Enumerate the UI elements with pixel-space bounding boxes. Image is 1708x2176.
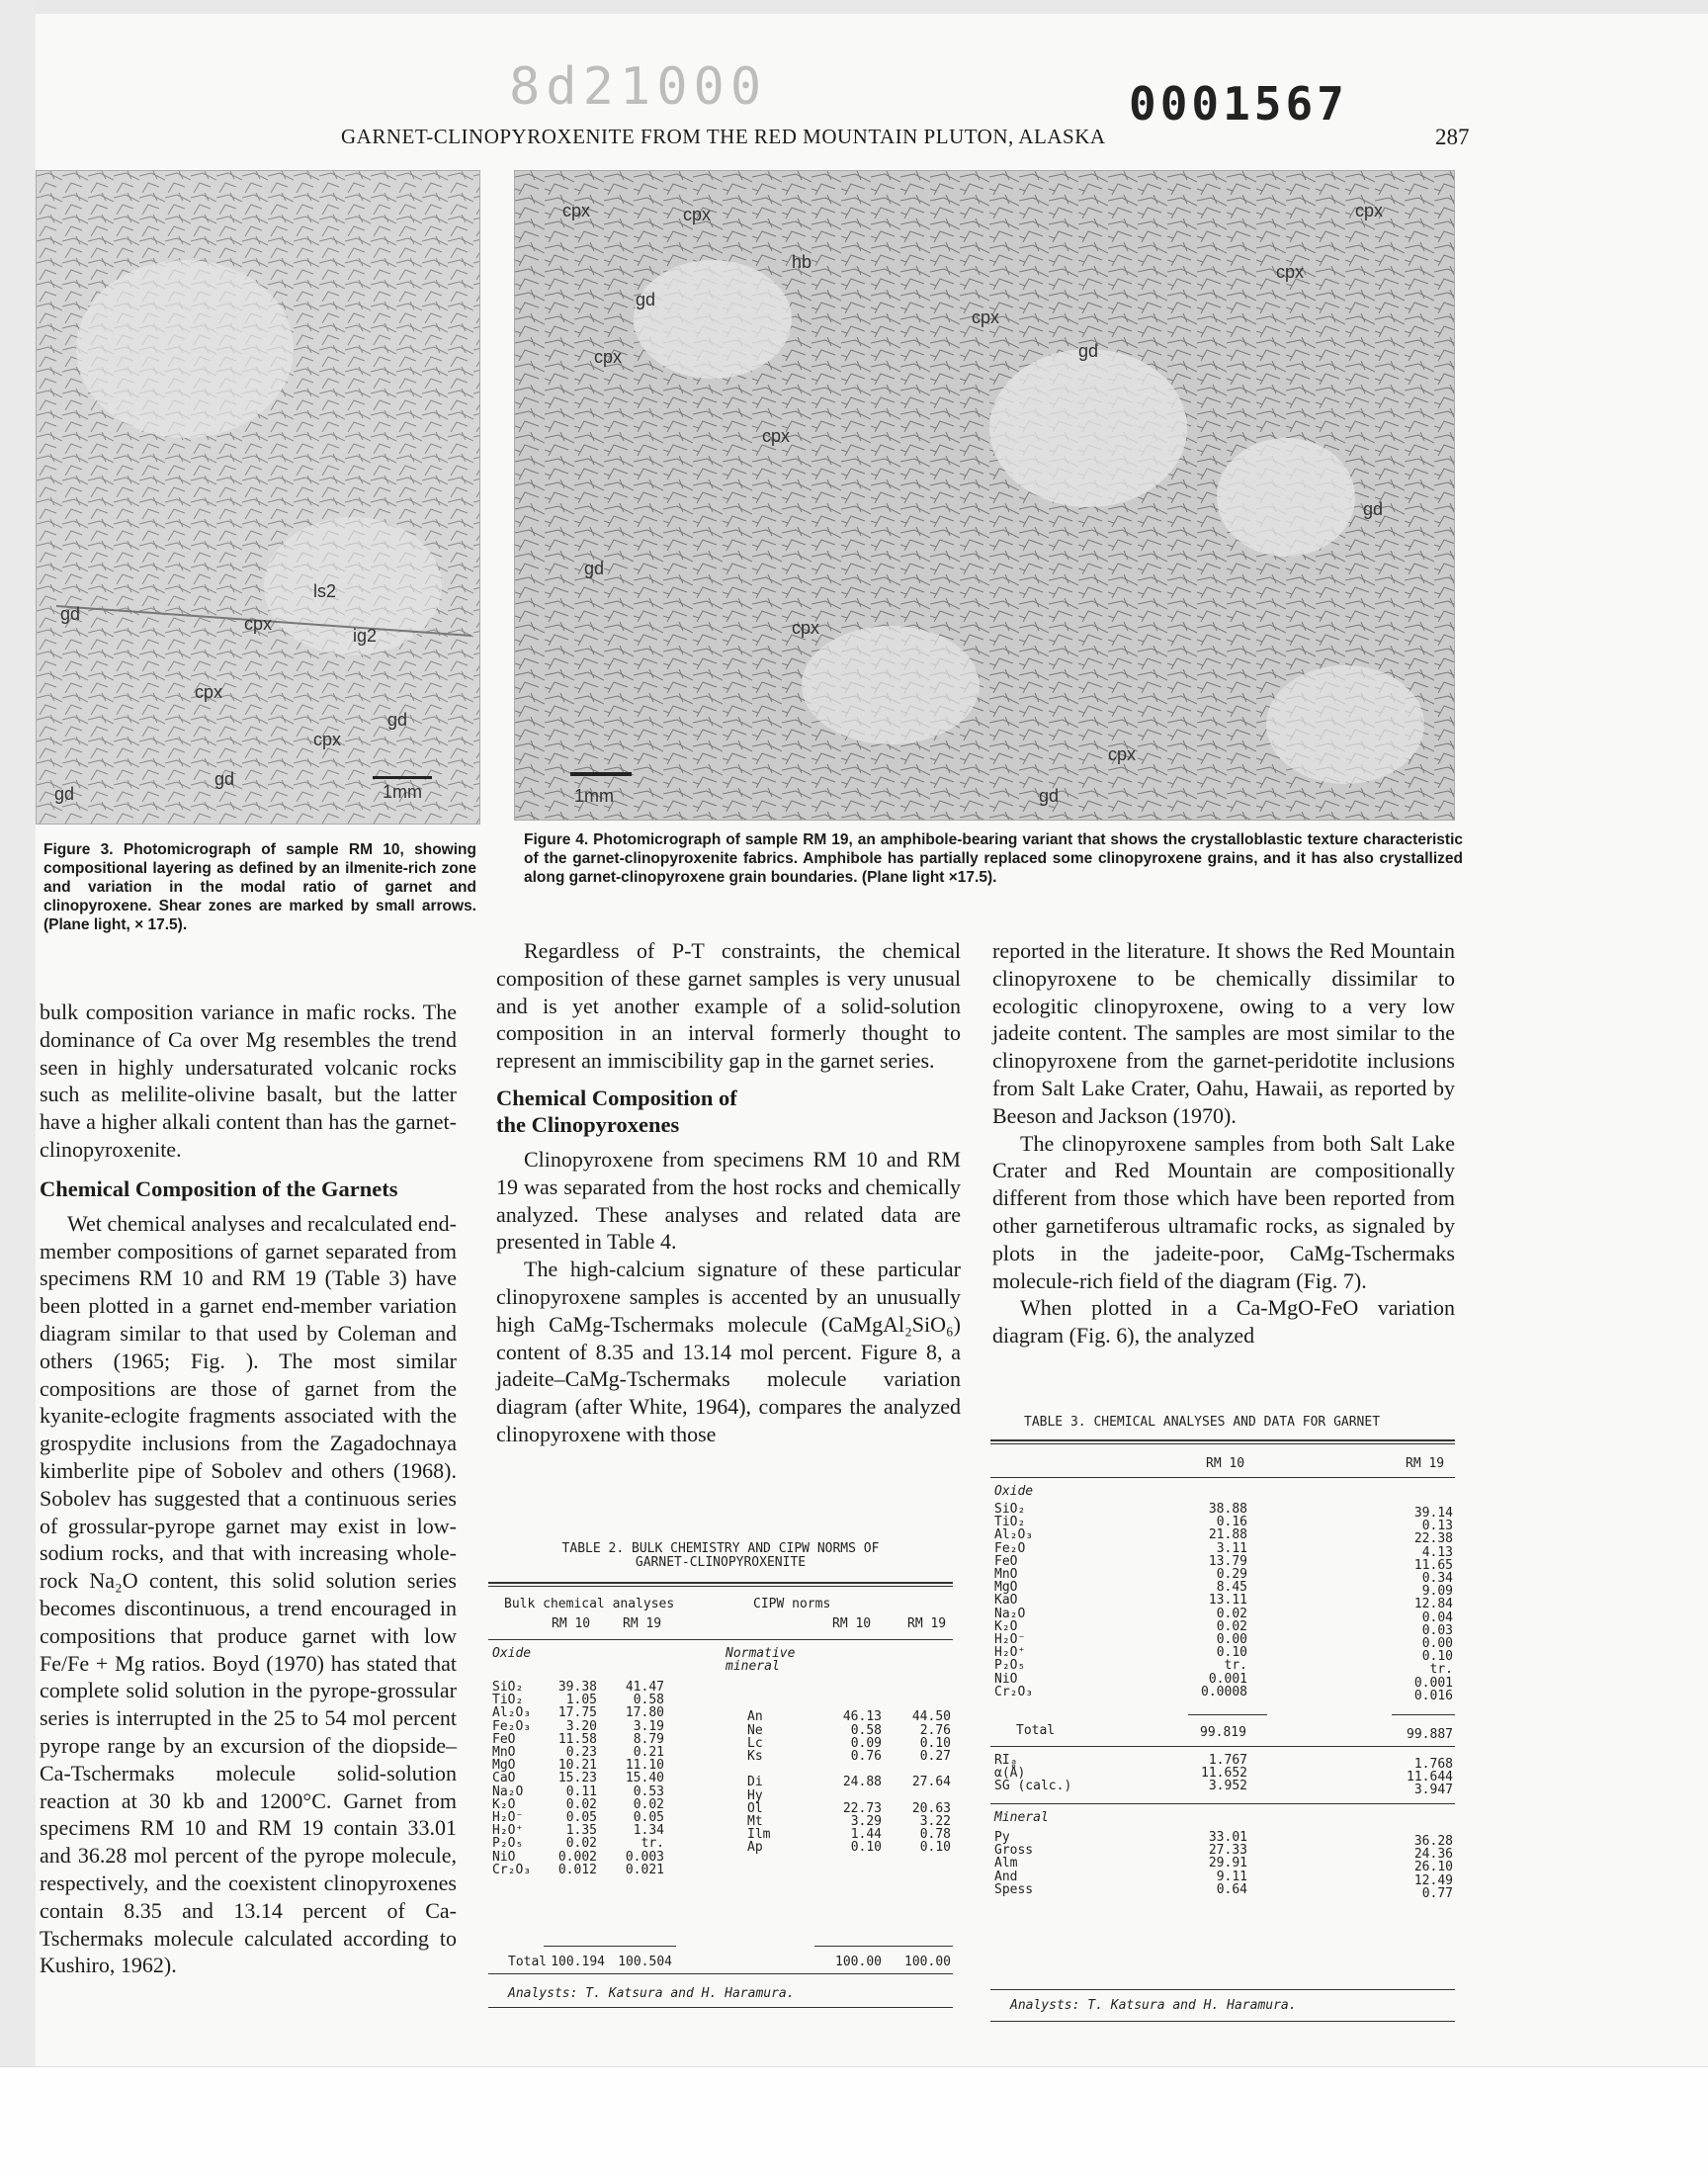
table-3-oxide: MnO: [994, 1567, 1018, 1582]
table-2-oxide-label: Oxide: [492, 1646, 532, 1661]
table-3-prop-rm19: 1.768: [1413, 1757, 1453, 1772]
table-2-rm19-value: 17.80: [625, 1705, 664, 1721]
table-3-rm10-value: 0.0008: [1201, 1684, 1247, 1699]
table-2-oxide: FeO: [492, 1731, 516, 1747]
table-2-head-rule: [488, 1639, 953, 1640]
table-3-mineral-rule: [990, 1803, 1455, 1804]
table-2-head-norm-rm10: RM 10: [832, 1616, 872, 1631]
fig3-label-gd-4: gd: [54, 784, 75, 804]
table-3-prop-rm10: 1.767: [1208, 1753, 1247, 1768]
fig3-label-cpx-3: cpx: [313, 730, 342, 749]
table-2-oxide: MnO: [492, 1745, 516, 1760]
table-3-mineral-rm19: 24.36: [1413, 1847, 1453, 1863]
table-3-property: RIₐ: [994, 1753, 1018, 1768]
table-3-oxide: KaO: [994, 1593, 1018, 1609]
table-3-mineral-rm10: 33.01: [1208, 1830, 1247, 1845]
col1-paragraph-2: Wet chemical analyses and recalculated end-member compositions of garnet separated from specimens RM 10 and RM 19 (Table 3) have been plotted in a garnet end-member variation diagram similar to that used by Coleman and others (1965; Fig. ). The most similar compositions are those of garnet from the kyanite-eclogite fragments associated with the grospydite inclusions from the Zagadochnaya kimberlite pipe of Sobolev and others (1968). Sobolev has suggested that a continuous series of grossular-pyrope garnet may exist in low-sodium rocks, and that with increasing whole-rock Na₂O content, this solid solution series becomes discontinuous, a trend encouraged in compositions that produce garnet with low Fe/Fe + Mg ratios. Boyd (1970) has stated that complete solid solution in the pyrope-grossular series is interrupted in the 25 to 54 mol percent pyrope range by an excursion of the diopside–Ca-Tschermaks molecule solid-solution reaction at 30 kb and 1200°C. Garnet from specimens RM 10 and RM 19 contain 33.01 and 36.28 mol percent of the pyrope molecule, respectively, and the coexistent clinopyroxenes contain 8.35 and 13.14 percent of Ca-Tschermaks molecule calculated according to Kushiro, 1962).: [40, 1210, 457, 1978]
table-2-mineral: Ne: [747, 1722, 763, 1738]
table-2-rm19-value: 0.53: [633, 1784, 664, 1799]
figure-4-caption-text: Photomicrograph of sample RM 19, an amphibole-bearing variant that shows the crystalloblastic texture characteristic of the garnet-clinopyroxenite fabrics. Amphibole has partially replaced some clinopyroxene grains, and it has also crystallized along garnet-clinopyroxene grain boundaries. (Plane light ×17.5).: [524, 831, 1463, 886]
col2-heading-line-2: the Clinopyroxenes: [496, 1111, 680, 1137]
table-3-mineral-rm10: 29.91: [1208, 1856, 1247, 1871]
table-2-rm10-value: 0.012: [557, 1862, 597, 1877]
col2-paragraph-1: Regardless of P-T constraints, the chemical composition of these garnet samples is very unusual and is yet another example of a solid-solution composition in an interval formerly thought to represent an immiscibility gap in the garnet series.: [496, 938, 961, 1074]
figure-3-texture: [37, 171, 479, 824]
table-2-total-rm10: 100.194: [551, 1955, 605, 1969]
table-3-oxide: TiO₂: [994, 1515, 1026, 1530]
table-3-oxide: Na₂O: [994, 1606, 1026, 1621]
table-2-total-rm19: 100.504: [618, 1955, 672, 1969]
scan-bottom-margin: [0, 2066, 1708, 2176]
fig4-label-cpx-4: cpx: [972, 307, 1000, 327]
fig4-label-cpx-7: cpx: [1276, 262, 1305, 282]
table-3-head-rm10: RM 10: [1206, 1456, 1245, 1471]
table-2-rm10-value: 0.23: [565, 1745, 597, 1760]
table-3-rm19-value: 9.09: [1421, 1584, 1453, 1600]
table-3-oxide: H₂O⁻: [994, 1632, 1026, 1647]
table-2-title-line-1: TABLE 2. BULK CHEMISTRY AND CIPW NORMS OF: [561, 1541, 880, 1556]
fig4-label-cpx-8: cpx: [1355, 201, 1384, 220]
table-2-rm19-value: 0.21: [633, 1745, 664, 1760]
table-3-rm19-value: 0.03: [1421, 1622, 1453, 1638]
column-3: [992, 937, 1455, 1349]
col2-paragraph-3: The high-calcium signature of these particular clinopyroxene samples is accented by an unusually high CaMg-Tschermaks molecule (CaMgAl₂SiO₆) content of 8.35 and 13.14 mol percent. Figure 8, a jadeite–CaMg-Tschermaks molecule variation diagram (after White, 1964), compares the analyzed clinopyroxene with those: [496, 1257, 961, 1446]
table-3-rm10-value: 0.02: [1216, 1606, 1247, 1621]
table-3-oxide: MgO: [994, 1580, 1018, 1596]
table-2-rm19-value: 1.34: [633, 1823, 664, 1839]
table-2-norm-rm10: 1.44: [850, 1827, 882, 1843]
table-2-mineral: Ol: [747, 1800, 763, 1816]
figure-4-caption-label: Figure 4.: [524, 831, 589, 848]
table-2-total-label: Total: [508, 1955, 548, 1969]
table-3-rm19-value: 0.00: [1421, 1636, 1453, 1651]
table-2-rm19-value: 0.003: [625, 1849, 664, 1865]
table-2-top-rule: [488, 1582, 953, 1584]
table-3-rm10-value: 0.29: [1216, 1567, 1247, 1582]
page-number: 287: [1435, 125, 1470, 149]
table-2-mineral: Lc: [747, 1735, 763, 1751]
table-2-norm-rm19: 0.10: [919, 1735, 951, 1751]
table-2-oxide: Cr₂O₃: [492, 1862, 532, 1877]
table-3-rm19-value: 22.38: [1413, 1531, 1453, 1547]
fig4-label-cpx-6: cpx: [792, 618, 820, 638]
table-2-rm10-value: 1.05: [565, 1693, 597, 1708]
table-3-rm10-value: 0.16: [1216, 1515, 1247, 1530]
table-2-norm-rm19: 20.63: [911, 1800, 951, 1816]
table-3-total-rm10: 99.819: [1200, 1725, 1246, 1740]
column-2: [496, 937, 961, 1448]
table-3-mineral: And: [994, 1869, 1018, 1884]
table-2-rm10-value: 1.35: [565, 1823, 597, 1839]
running-title: GARNET-CLINOPYROXENITE FROM THE RED MOUNTAIN PLUTON, ALASKA: [341, 125, 1106, 148]
table-3-oxide-label: Oxide: [994, 1484, 1034, 1499]
table-3-property: SG (calc.): [994, 1779, 1072, 1794]
table-2-rm10-value: 0.02: [565, 1836, 597, 1852]
fig4-label-cpx-9: cpx: [1108, 744, 1137, 764]
table-3-oxide: Fe₂O: [994, 1540, 1026, 1556]
table-2-total-rule: [544, 1946, 676, 1947]
col2-paragraph-2: Clinopyroxene from specimens RM 10 and RM 19 was separated from the host rocks and chemically analyzed. These analyses and related data are presented in Table 4.: [496, 1146, 961, 1255]
table-3-oxide: K₂O: [994, 1618, 1018, 1634]
table-2-rm19-value: 11.10: [625, 1758, 664, 1774]
table-3-rm19-value: 12.84: [1413, 1597, 1453, 1612]
fig4-label-gd-5: gd: [1039, 786, 1060, 806]
table-2-rm19-value: 8.79: [633, 1731, 664, 1747]
table-3-analysts: Analysts: T. Katsura and H. Haramura.: [1010, 1998, 1297, 2013]
table-3-rm19-value: 4.13: [1421, 1544, 1453, 1560]
table-2-analysts: Analysts: T. Katsura and H. Haramura.: [508, 1986, 795, 2001]
col1-paragraph-1: bulk composition variance in mafic rocks. The dominance of Ca over Mg resembles the trend seen in highly undersaturated volcanic rocks such as melilite-olivine basalt, but the latter have a higher alkali content than has the garnet-clinopyroxenite.: [40, 1000, 457, 1162]
table-2-end-rule: [488, 2007, 953, 2008]
table-2-head-rm10: RM 10: [552, 1616, 591, 1631]
table-2-head-rm19: RM 19: [623, 1616, 662, 1631]
table-2-oxide: SiO₂: [492, 1680, 524, 1695]
table-3-top-rule: [990, 1439, 1455, 1441]
fig3-label-gd-2: gd: [387, 710, 408, 730]
column-1: [40, 999, 457, 1979]
table-2-norm-rm10: 0.58: [850, 1722, 882, 1738]
table-2-mineral: Ap: [747, 1840, 763, 1856]
table-2-mineral: Ilm: [747, 1827, 771, 1843]
fig3-label-gd-3: gd: [214, 769, 235, 789]
table-2-mineral: Hy: [747, 1787, 763, 1803]
table-3-total-rm19: 99.887: [1407, 1727, 1453, 1742]
table-2-group-bulk: Bulk chemical analyses: [504, 1597, 675, 1611]
doc-code-stamp: 8d21000: [509, 57, 768, 117]
fig3-label-cpx-2: cpx: [195, 682, 223, 702]
table-2-norm-rm19: 0.10: [919, 1840, 951, 1856]
table-2-rm10-value: 15.23: [557, 1771, 597, 1786]
table-2-rm10-value: 0.002: [557, 1849, 597, 1865]
table-3-rm10-value: 0.02: [1216, 1618, 1247, 1634]
fig3-label-ls2: ls2: [313, 581, 337, 601]
table-3-rm19-value: 0.016: [1413, 1688, 1453, 1703]
table-3-rm19-value: 0.13: [1421, 1519, 1453, 1534]
table-3-mineral: Spess: [994, 1881, 1034, 1897]
table-2-norm-rm10: 0.09: [850, 1735, 882, 1751]
table-3-rm10-value: 0.001: [1208, 1671, 1247, 1687]
col3-paragraph-2: The clinopyroxene samples from both Salt Lake Crater and Red Mountain are compositionally different from those which have been reported from other garnetiferous ultramafic rocks, as signaled by plots in the jadeite-poor, CaMg-Tschermaks molecule-rich field of the diagram (Fig. 7).: [992, 1130, 1455, 1293]
fig4-label-cpx-5: cpx: [762, 426, 791, 446]
table-3-rm19-value: 11.65: [1413, 1557, 1453, 1573]
table-2-mineral: Mt: [747, 1814, 763, 1829]
table-2-rm19-value: 0.58: [633, 1693, 664, 1708]
table-3-oxide: Al₂O₃: [994, 1527, 1034, 1543]
table-3-total-rule-rm19: [1392, 1714, 1455, 1715]
table-3-rm19-value: tr.: [1429, 1662, 1453, 1678]
table-3-mineral-rm10: 0.64: [1216, 1881, 1247, 1897]
table-3-prop-rm10: 3.952: [1208, 1779, 1247, 1794]
table-2-rm10-value: 3.20: [565, 1718, 597, 1734]
accession-number-stamp: 0001567: [1129, 77, 1348, 131]
table-2-mineral: Ks: [747, 1749, 763, 1764]
table-2-mineral: Di: [747, 1775, 763, 1790]
table-3-total-label: Total: [1016, 1723, 1056, 1738]
table-3-mineral: Alm: [994, 1856, 1018, 1871]
col3-paragraph-3: When plotted in a Ca-MgO-FeO variation diagram (Fig. 6), the analyzed: [992, 1295, 1455, 1349]
table-2-norm-total-rule: [814, 1946, 953, 1947]
figure-3-photomicrograph: [36, 170, 480, 825]
fig4-label-cpx-1: cpx: [562, 201, 591, 220]
fig4-label-gd-4: gd: [1363, 499, 1384, 519]
table-3-props-rule: [990, 1746, 1455, 1747]
table-3-oxide: FeO: [994, 1553, 1018, 1569]
table-2-oxide: TiO₂: [492, 1693, 524, 1708]
fig3-label-ig2: ig2: [353, 626, 378, 646]
table-3-rm19-value: 0.10: [1421, 1649, 1453, 1665]
table-2-title-line-2: GARNET-CLINOPYROXENITE: [635, 1555, 807, 1570]
table-3-mineral-rm19: 0.77: [1421, 1885, 1453, 1901]
table-2-mineral: An: [747, 1709, 763, 1725]
table-2-rm10-value: 0.11: [565, 1784, 597, 1799]
table-2-oxide: P₂O₅: [492, 1836, 524, 1852]
table-3-rm10-value: 3.11: [1216, 1540, 1247, 1556]
table-3-mineral: Gross: [994, 1843, 1034, 1859]
col2-heading-line-1: Chemical Composition of: [496, 1085, 737, 1110]
table-2-norm-rm19: 27.64: [911, 1775, 951, 1790]
table-2-norm-rm10: 46.13: [842, 1709, 882, 1725]
table-2-rm10-value: 0.02: [565, 1796, 597, 1812]
table-2-norm-rm10: 24.88: [842, 1775, 882, 1790]
table-3-rm19-value: 0.34: [1421, 1571, 1453, 1586]
table-3-mineral-rm19: 26.10: [1413, 1860, 1453, 1875]
table-3-oxide: NiO: [994, 1671, 1018, 1687]
table-2-norm-rm19: 44.50: [911, 1709, 951, 1725]
table-2-oxide: Fe₂O₃: [492, 1718, 532, 1734]
table-2-norm-rm19: 2.76: [919, 1722, 951, 1738]
table-2-oxide: H₂O⁻: [492, 1810, 524, 1825]
table-2-oxide: Na₂O: [492, 1784, 524, 1799]
table-3-oxide: H₂O⁺: [994, 1645, 1026, 1661]
fig3-label-cpx: cpx: [244, 614, 273, 634]
table-2-oxide: NiO: [492, 1849, 516, 1865]
table-2-norm-total-rm19: 100.00: [904, 1955, 951, 1969]
table-3-rm19-value: 0.04: [1421, 1610, 1453, 1625]
table-2-rm10-value: 0.05: [565, 1810, 597, 1825]
table-3-mineral-rm10: 9.11: [1216, 1869, 1247, 1884]
fig4-label-cpx-3: cpx: [594, 347, 623, 367]
table-2-rm19-value: 0.05: [633, 1810, 664, 1825]
table-2-oxide: K₂O: [492, 1796, 516, 1812]
table-3-end-rule: [990, 2021, 1455, 2022]
figure-4-photomicrograph: [514, 170, 1455, 821]
table-2-oxide: Al₂O₃: [492, 1705, 532, 1721]
table-3-mineral-rm19: 12.49: [1413, 1872, 1453, 1888]
fig4-label-hb: hb: [792, 252, 812, 272]
col3-paragraph-1: reported in the literature. It shows the Red Mountain clinopyroxene to be chemically dissimilar to ecologitic clinopyroxene, owing to a very low jadeite content. The samples are most similar to the clinopyroxene from the garnet-peridotite inclusions from Salt Lake Crater, Oahu, Hawaii, as reported by Beeson and Jackson (1970).: [992, 938, 1455, 1128]
table-2-norm-rm19: 3.22: [919, 1814, 951, 1829]
table-2-rm19-value: 15.40: [625, 1771, 664, 1786]
table-2-norm-rm10: 3.29: [850, 1814, 882, 1829]
table-3-rm10-value: 13.79: [1208, 1553, 1247, 1569]
table-3-bottom-rule: [990, 1989, 1455, 1990]
table-2-oxide: H₂O⁺: [492, 1823, 524, 1839]
table-2-top-rule-2: [488, 1586, 953, 1587]
table-3-prop-rm10: 11.652: [1201, 1766, 1247, 1782]
table-3-head-rule: [990, 1477, 1455, 1478]
table-2: [488, 1542, 953, 2017]
table-3-rm10-value: tr.: [1224, 1658, 1247, 1674]
table-3-rm10-value: 0.00: [1216, 1632, 1247, 1647]
table-2-norm-rm19: 0.27: [919, 1749, 951, 1764]
table-3-total-rule-rm10: [1188, 1714, 1267, 1715]
table-3: [990, 1416, 1455, 2029]
table-3-rm10-value: 38.88: [1208, 1502, 1247, 1517]
table-2-rm19-value: 41.47: [625, 1680, 664, 1695]
figure-4-caption: [524, 830, 1463, 887]
table-3-head-rm19: RM 19: [1406, 1456, 1445, 1471]
fig4-scale-label: 1mm: [574, 786, 614, 806]
table-2-group-cipw: CIPW norms: [753, 1597, 831, 1611]
table-2-bottom-rule: [488, 1973, 953, 1974]
figure-3-caption: [43, 840, 476, 934]
table-2-rm19-value: 3.19: [633, 1718, 664, 1734]
table-3-mineral-rm10: 27.33: [1208, 1843, 1247, 1859]
fig4-label-gd-1: gd: [636, 290, 656, 309]
table-2-norm-rm19: 0.78: [919, 1827, 951, 1843]
table-2-rm10-value: 11.58: [557, 1731, 597, 1747]
table-2-head-norm-rm19: RM 19: [907, 1616, 947, 1631]
table-3-rm10-value: 8.45: [1216, 1580, 1247, 1596]
table-2-norm-total-rm10: 100.00: [835, 1955, 882, 1969]
fig3-scale-label: 1mm: [383, 782, 422, 802]
col1-heading-garnets: Chemical Composition of the Garnets: [40, 1175, 398, 1201]
table-2-norm-rm10: 22.73: [842, 1800, 882, 1816]
table-3-mineral: Py: [994, 1830, 1010, 1845]
table-2-oxide: MgO: [492, 1758, 516, 1774]
table-3-top-rule-2: [990, 1443, 1455, 1444]
table-3-oxide: P₂O₅: [994, 1658, 1026, 1674]
table-3-rm10-value: 0.10: [1216, 1645, 1247, 1661]
fig4-label-gd-2: gd: [1078, 341, 1099, 361]
fig3-label-gd: gd: [60, 604, 81, 624]
table-3-mineral-label: Mineral: [994, 1810, 1049, 1825]
table-3-prop-rm19: 3.947: [1413, 1783, 1453, 1798]
table-3-title: TABLE 3. CHEMICAL ANALYSES AND DATA FOR GARNET: [1024, 1415, 1381, 1430]
table-2-rm19-value: tr.: [640, 1836, 664, 1852]
table-3-rm19-value: 39.14: [1413, 1506, 1453, 1521]
table-2-rm10-value: 10.21: [557, 1758, 597, 1774]
figure-3-caption-label: Figure 3.: [43, 841, 114, 858]
table-2-rm10-value: 39.38: [557, 1680, 597, 1695]
table-3-rm10-value: 13.11: [1208, 1593, 1247, 1609]
table-3-oxide: SiO₂: [994, 1502, 1026, 1517]
scan-left-edge: [0, 0, 36, 2066]
table-2-oxide: CaO: [492, 1771, 516, 1786]
table-3-oxide: Cr₂O₃: [994, 1684, 1034, 1699]
table-2-norm-rm10: 0.10: [850, 1840, 882, 1856]
table-2-normative-label: Normative mineral: [726, 1646, 796, 1674]
scan-top-edge: [0, 0, 1708, 14]
figure-4-texture: [515, 171, 1454, 820]
table-3-rm10-value: 21.88: [1208, 1527, 1247, 1543]
table-2-norm-rm10: 0.76: [850, 1749, 882, 1764]
table-3-property: α(Å): [994, 1766, 1026, 1782]
fig4-label-gd-3: gd: [584, 559, 605, 578]
fig4-label-cpx-2: cpx: [683, 205, 712, 224]
table-2-rm19-value: 0.02: [633, 1796, 664, 1812]
figure-3-caption-text: Photomicrograph of sample RM 10, showing compositional layering as defined by an ilmenite-rich zone and variation in the modal ratio of garnet and clinopyroxene. Shear zones are marked by small arrows. (Plane light, × 17.5).: [43, 841, 476, 933]
table-3-prop-rm19: 11.644: [1407, 1770, 1453, 1785]
table-3-mineral-rm19: 36.28: [1413, 1834, 1453, 1849]
table-3-rm19-value: 0.001: [1413, 1675, 1453, 1691]
table-2-rm10-value: 17.75: [557, 1705, 597, 1721]
table-2-rm19-value: 0.021: [625, 1862, 664, 1877]
